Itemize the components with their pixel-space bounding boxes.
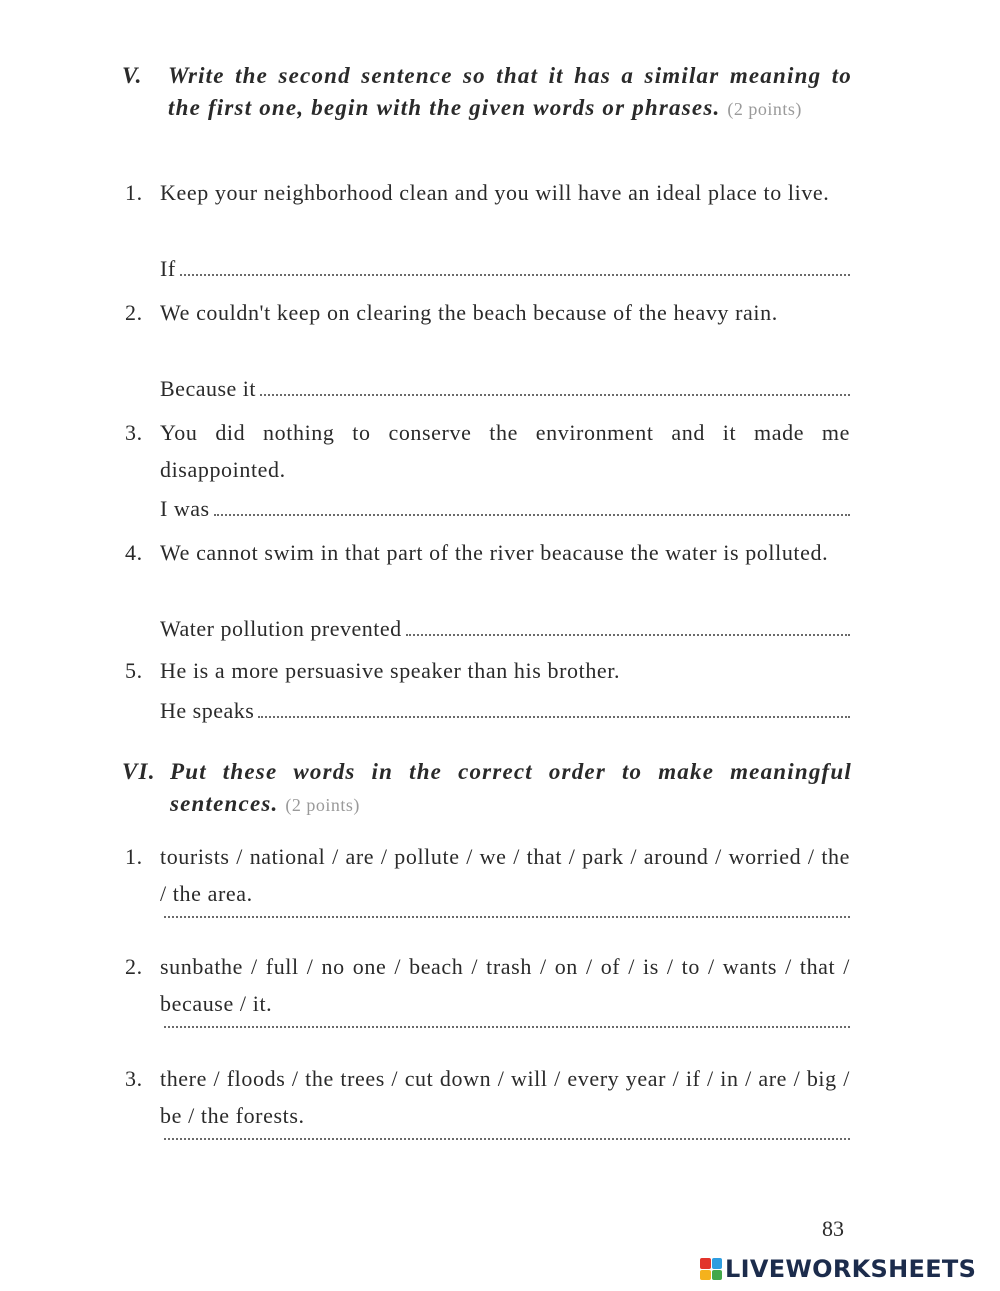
answer-lead: He speaks	[160, 698, 255, 723]
answer-lead: If	[160, 256, 176, 281]
item-sentence: He is a more persuasive speaker than his brother.	[160, 658, 621, 683]
answer-line[interactable]	[160, 696, 850, 726]
answer-blank[interactable]	[164, 916, 850, 918]
section-5-points: (2 points)	[727, 99, 802, 119]
page-number: 83	[822, 1216, 844, 1241]
answer-blank[interactable]	[164, 1138, 850, 1140]
section-5-number: V.	[122, 63, 143, 88]
item-number: 4.	[125, 540, 143, 565]
brand-name: LIVEWORKSHEETS	[725, 1255, 977, 1283]
section-5-heading	[122, 60, 852, 125]
section-6-instruction: Put these words in the correct order to make meaningful sentences.	[170, 759, 852, 816]
section-5-instruction: Write the second sentence so that it has a similar meaning to the first one, begin with the given words or phrases.	[168, 63, 852, 120]
answer-lead: Water pollution prevented	[160, 616, 402, 641]
section-6-points: (2 points)	[285, 795, 360, 815]
item-word-list: sunbathe / full / no one / beach / trash / on / of / is / to / wants / that / because / it.	[160, 954, 850, 1016]
exercise-item	[125, 652, 850, 689]
answer-blank[interactable]	[406, 634, 850, 636]
liveworksheets-logo-icon	[700, 1258, 722, 1280]
item-number: 5.	[125, 658, 143, 683]
item-number: 1.	[125, 180, 143, 205]
section-6-number: VI.	[122, 759, 156, 784]
item-sentence: Keep your neighborhood clean and you will have an ideal place to live.	[160, 180, 830, 205]
answer-line[interactable]	[160, 254, 850, 284]
exercise-item	[125, 838, 850, 912]
logo-square	[712, 1258, 723, 1269]
answer-blank[interactable]	[260, 394, 850, 396]
answer-line[interactable]	[160, 374, 850, 404]
answer-blank[interactable]	[164, 1026, 850, 1028]
answer-line[interactable]	[160, 614, 850, 644]
answer-blank[interactable]	[214, 514, 850, 516]
item-word-list: there / floods / the trees / cut down / will / every year / if / in / are / big / be / the forests.	[160, 1066, 850, 1128]
answer-line[interactable]	[160, 1026, 850, 1034]
logo-square	[700, 1258, 711, 1269]
liveworksheets-logo	[700, 1254, 976, 1284]
item-number: 2.	[125, 954, 143, 979]
exercise-item	[125, 534, 850, 571]
exercise-item	[125, 294, 850, 331]
exercise-item	[125, 414, 850, 488]
item-sentence: We cannot swim in that part of the river beacause the water is polluted.	[160, 540, 829, 565]
item-sentence: We couldn't keep on clearing the beach because of the heavy rain.	[160, 300, 778, 325]
item-sentence: You did nothing to conserve the environment and it made me disappointed.	[160, 420, 850, 482]
answer-line[interactable]	[160, 494, 850, 524]
answer-line[interactable]	[160, 1138, 850, 1146]
answer-blank[interactable]	[258, 716, 850, 718]
section-6-heading	[122, 756, 852, 821]
logo-square	[712, 1270, 723, 1281]
item-number: 2.	[125, 300, 143, 325]
logo-square	[700, 1270, 711, 1281]
answer-line[interactable]	[160, 916, 850, 924]
exercise-item	[125, 174, 850, 211]
item-word-list: tourists / national / are / pollute / we / that / park / around / worried / the / the area.	[160, 844, 850, 906]
exercise-item	[125, 948, 850, 1022]
answer-blank[interactable]	[180, 274, 850, 276]
item-number: 1.	[125, 844, 143, 869]
item-number: 3.	[125, 420, 143, 445]
answer-lead: Because it	[160, 376, 257, 401]
answer-lead: I was	[160, 496, 210, 521]
exercise-item	[125, 1060, 850, 1134]
item-number: 3.	[125, 1066, 143, 1091]
